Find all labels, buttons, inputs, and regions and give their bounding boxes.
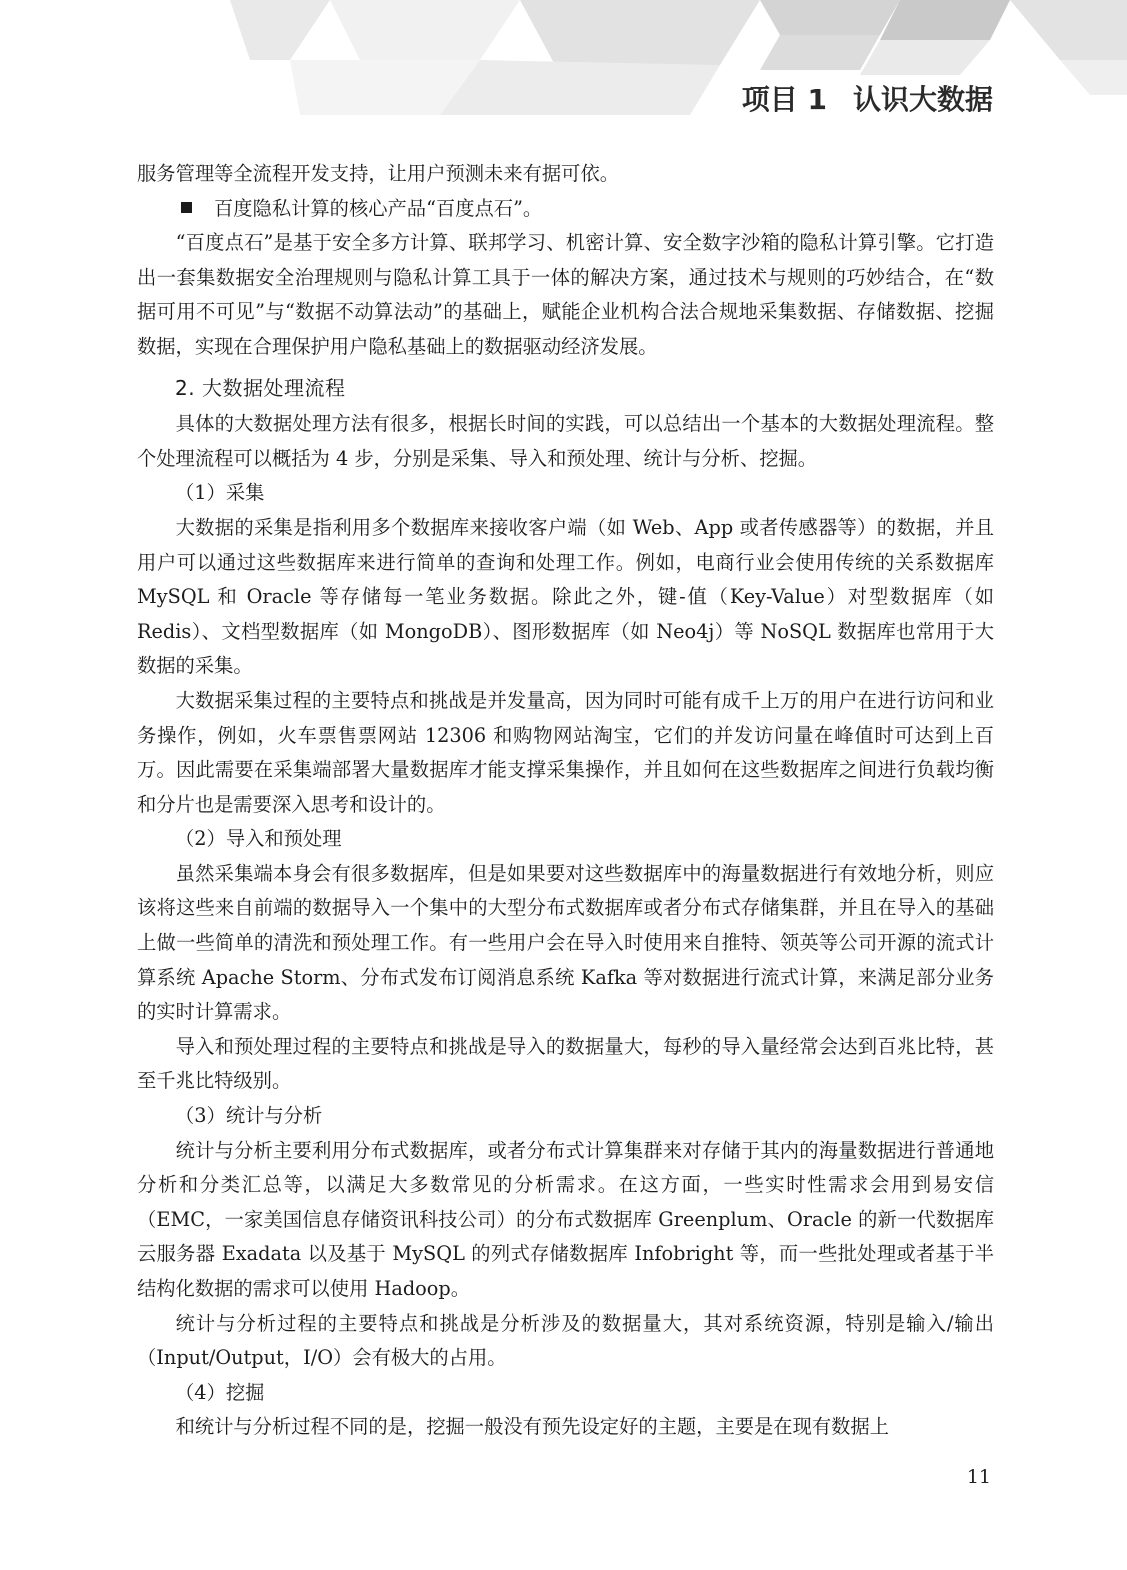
paragraph	[137, 1030, 994, 1099]
bullet-square-icon	[181, 202, 192, 213]
section-heading	[137, 371, 994, 406]
chapter-title: 认识大数据	[852, 83, 993, 116]
block-text: 大数据的采集是指利用多个数据库来接收客户端（如 Web、App 或者传感器等）的数据，并且用户可以通过这些数据库来进行简单的查询和处理工作。例如，电商行业会使用传统的关系数据库 MySQL 和 Oracle 等存储每一笔业务数据。除此之外，键-值（Key-Value）对型数据库（如 Redis）、文档型数据库（如 MongoDB）、图形数据库（如 Neo4j）等 NoSQL 数据库也常用于大数据的采集。	[137, 515, 994, 678]
paragraph	[137, 684, 994, 822]
page-body	[137, 157, 994, 1445]
paragraph	[137, 1410, 994, 1445]
chapter-header	[742, 78, 993, 118]
block-text: （4）挖掘	[175, 1380, 265, 1404]
block-text: 百度隐私计算的核心产品“百度点石”。	[214, 196, 543, 220]
block-text: 2. 大数据处理流程	[175, 375, 346, 400]
block-text: 统计与分析过程的主要特点和挑战是分析涉及的数据量大，其对系统资源，特别是输入/输出（Input/Output，I/O）会有极大的占用。	[137, 1311, 994, 1370]
paragraph	[137, 1307, 994, 1376]
subsection-heading	[137, 1099, 994, 1134]
block-text: “百度点石”是基于安全多方计算、联邦学习、机密计算、安全数字沙箱的隐私计算引擎。它打造出一套集数据安全治理规则与隐私计算工具于一体的解决方案，通过技术与规则的巧妙结合，在“数据可用不可见”与“数据不动算法动”的基础上，赋能企业机构合法合规地采集数据、存储数据、挖掘数据，实现在合理保护用户隐私基础上的数据驱动经济发展。	[137, 231, 994, 358]
block-text: （1）采集	[175, 481, 265, 505]
paragraph	[137, 1134, 994, 1307]
block-text: （3）统计与分析	[175, 1104, 323, 1128]
chapter-number: 项目 1	[741, 83, 827, 116]
paragraph	[137, 511, 994, 684]
paragraph	[137, 226, 994, 364]
block-text: 和统计与分析过程不同的是，挖掘一般没有预先设定好的主题，主要是在现有数据上	[175, 1415, 889, 1439]
block-text: （2）导入和预处理	[175, 827, 342, 851]
page-number: 11	[966, 1466, 991, 1488]
paragraph	[137, 857, 994, 1030]
subsection-heading	[137, 476, 994, 511]
subsection-heading	[137, 822, 994, 857]
bullet-item	[137, 192, 994, 227]
paragraph	[137, 407, 994, 476]
paragraph	[137, 157, 994, 192]
block-text: 服务管理等全流程开发支持，让用户预测未来有据可依。	[137, 162, 620, 185]
block-text: 虽然采集端本身会有很多数据库，但是如果要对这些数据库中的海量数据进行有效地分析，则应该将这些来自前端的数据导入一个集中的大型分布式数据库或者分布式存储集群，并且在导入的基础上做一些简单的清洗和预处理工作。有一些用户会在导入时使用来自推特、领英等公司开源的流式计算系统 Apache Storm、分布式发布订阅消息系统 Kafka 等对数据进行流式计算，来满足部分业务的实时计算需求。	[137, 861, 994, 1024]
header-decoration	[0, 0, 1127, 140]
block-text: 大数据采集过程的主要特点和挑战是并发量高，因为同时可能有成千上万的用户在进行访问和业务操作，例如，火车票售票网站 12306 和购物网站淘宝，它们的并发访问量在峰值时可达到上百万。因此需要在采集端部署大量数据库才能支撑采集操作，并且如何在这些数据库之间进行负载均衡和分片也是需要深入思考和设计的。	[137, 688, 994, 816]
block-text: 导入和预处理过程的主要特点和挑战是导入的数据量大，每秒的导入量经常会达到百兆比特，甚至千兆比特级别。	[137, 1034, 994, 1093]
block-text: 统计与分析主要利用分布式数据库，或者分布式计算集群来对存储于其内的海量数据进行普通地分析和分类汇总等，以满足大多数常见的分析需求。在这方面，一些实时性需求会用到易安信（EMC，一家美国信息存储资讯科技公司）的分布式数据库 Greenplum、Oracle 的新一代数据库云服务器 Exadata 以及基于 MySQL 的列式存储数据库 Infobright 等，而一些批处理或者基于半结构化数据的需求可以使用 Hadoop。	[137, 1138, 994, 1300]
subsection-heading	[137, 1376, 994, 1411]
block-text: 具体的大数据处理方法有很多，根据长时间的实践，可以总结出一个基本的大数据处理流程。整个处理流程可以概括为 4 步，分别是采集、导入和预处理、统计与分析、挖掘。	[137, 412, 994, 470]
